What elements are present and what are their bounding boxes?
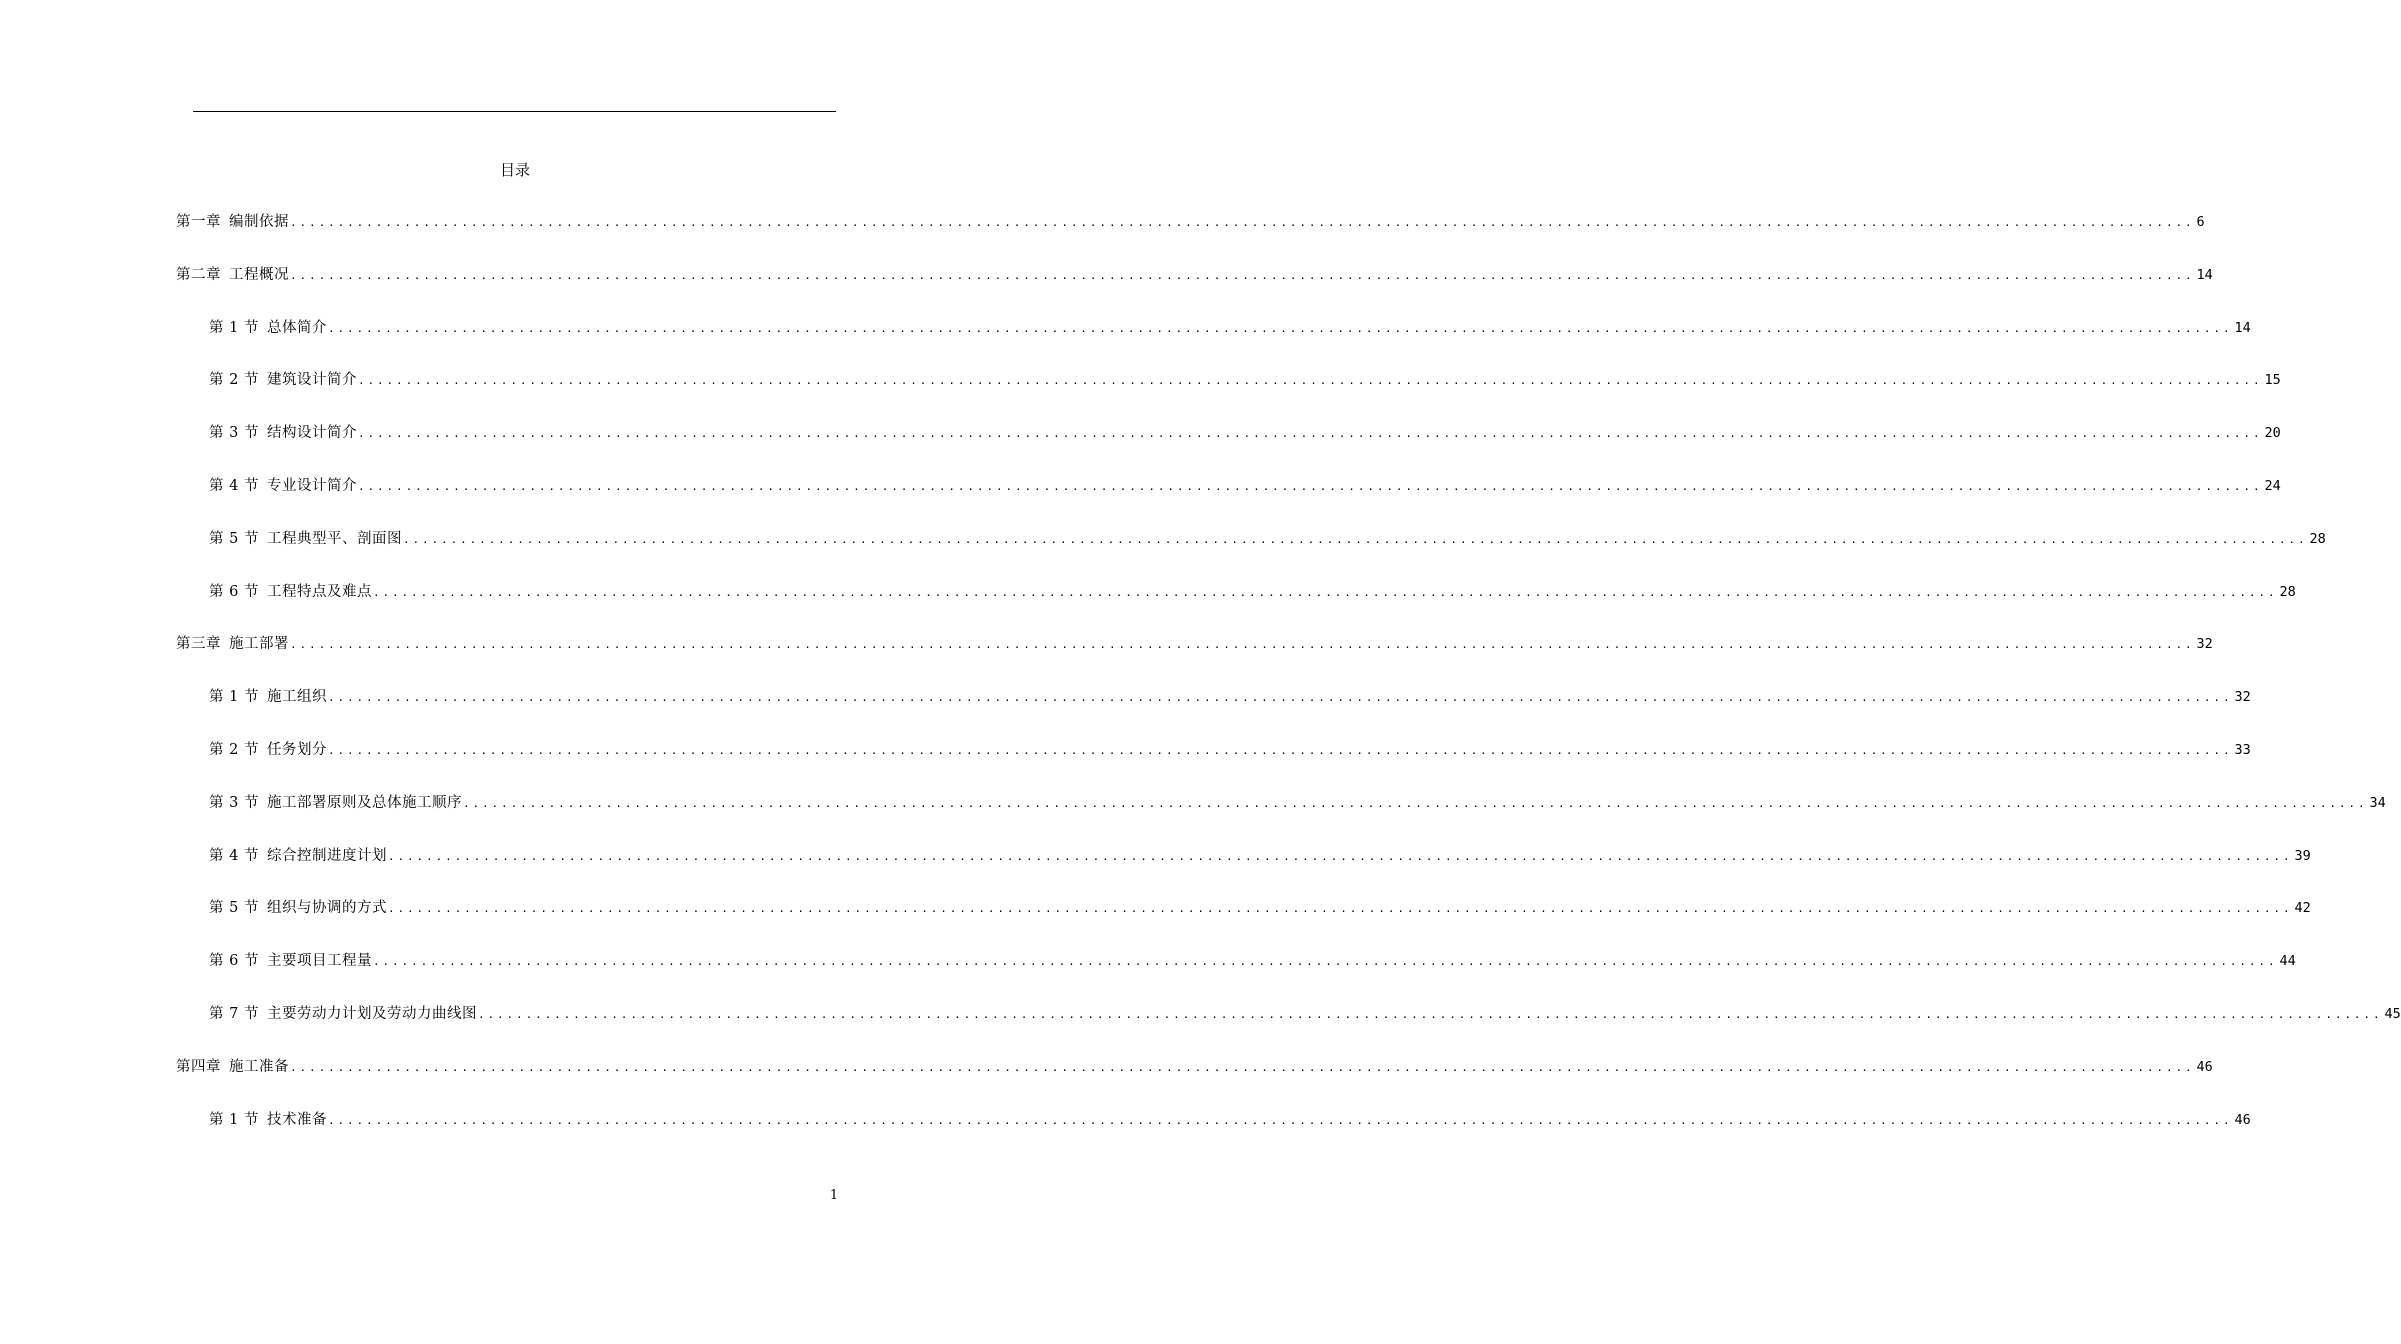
toc-entry-title: 工程典型平、剖面图	[266, 530, 402, 547]
toc-entry-title: 施工部署	[229, 636, 289, 653]
toc-entry-number: 第 2 节	[209, 372, 259, 389]
toc-entry-number: 第 3 节	[209, 425, 259, 442]
toc-dot-leader: ........................................................................................................................................................................................................	[387, 902, 2293, 916]
toc-section-entry[interactable]	[209, 317, 2251, 339]
toc-section-entry[interactable]	[209, 1003, 2401, 1025]
toc-section-entry[interactable]	[209, 581, 2296, 603]
toc-chapter-entry[interactable]	[176, 211, 2205, 233]
toc-entry-title: 施工部署原则及总体施工顺序	[266, 794, 462, 811]
toc-entry-title: 施工组织	[266, 689, 327, 706]
toc-title: 目录	[499, 161, 530, 179]
toc-entry-label	[209, 528, 402, 550]
toc-entry-number: 第 5 节	[209, 530, 259, 547]
toc-entry-title: 建筑设计简介	[266, 372, 357, 389]
toc-section-entry[interactable]	[209, 739, 2251, 761]
toc-entry-label	[176, 211, 289, 233]
toc-entry-number: 第 1 节	[209, 1111, 259, 1128]
toc-entry-number: 第 6 节	[209, 953, 259, 970]
toc-dot-leader: ........................................................................................................................................................................................................	[357, 480, 2263, 493]
toc-entry-label	[209, 845, 387, 867]
toc-dot-leader: ........................................................................................................................................................................................................	[327, 1113, 2233, 1127]
toc-entry-page: 33	[2234, 742, 2251, 758]
toc-entry-label	[209, 897, 387, 919]
toc-chapter-entry[interactable]	[176, 264, 2213, 286]
toc-dot-leader: ........................................................................................................................................................................................................	[290, 268, 2195, 282]
toc-dot-leader: ........................................................................................................................................................................................................	[372, 585, 2278, 599]
toc-entry-page: 32	[2234, 689, 2251, 706]
toc-entry-title: 结构设计简介	[266, 425, 357, 442]
toc-dot-leader: ........................................................................................................................................................................................................	[290, 1060, 2195, 1074]
toc-entry-label	[209, 422, 357, 444]
toc-entry-page: 14	[2196, 266, 2213, 283]
toc-dot-leader: ........................................................................................................................................................................................................	[372, 955, 2278, 969]
toc-entry-page: 6	[2196, 214, 2205, 230]
toc-entry-label	[209, 1109, 327, 1131]
toc-dot-leader: ........................................................................................................................................................................................................	[327, 321, 2233, 335]
toc-entry-page: 46	[2196, 1058, 2213, 1075]
toc-entry-label	[209, 739, 327, 761]
toc-entry-title: 工程特点及难点	[266, 583, 372, 600]
toc-dot-leader: ........................................................................................................................................................................................................	[327, 691, 2233, 705]
toc-chapter-entry[interactable]	[176, 633, 2213, 655]
toc-dot-leader: ........................................................................................................................................................................................................	[290, 216, 2195, 229]
toc-entry-number: 第 1 节	[209, 689, 259, 706]
toc-entry-title: 编制依据	[229, 214, 289, 230]
toc-entry-label	[209, 317, 327, 339]
toc-chapter-entry[interactable]	[176, 1056, 2213, 1078]
toc-section-entry[interactable]	[209, 475, 2281, 497]
toc-entry-title: 组织与协调的方式	[266, 900, 387, 917]
toc-section-entry[interactable]	[209, 792, 2386, 814]
toc-entry-number: 第三章	[176, 636, 221, 653]
toc-entry-number: 第 4 节	[209, 847, 259, 864]
page-number: 1	[829, 1188, 839, 1203]
toc-dot-leader: ........................................................................................................................................................................................................	[327, 744, 2233, 757]
toc-entry-title: 技术准备	[266, 1111, 327, 1128]
toc-section-entry[interactable]	[209, 950, 2296, 972]
toc-entry-label	[209, 581, 372, 603]
toc-dot-leader: ........................................................................................................................................................................................................	[477, 1008, 2383, 1021]
toc-entry-number: 第一章	[176, 214, 221, 230]
toc-entry-page: 28	[2309, 530, 2326, 547]
toc-entry-number: 第 2 节	[209, 742, 259, 758]
toc-section-entry[interactable]	[209, 686, 2251, 708]
toc-section-entry[interactable]	[209, 369, 2281, 391]
toc-entry-page: 28	[2279, 583, 2296, 600]
toc-entry-label	[176, 264, 289, 286]
toc-entry-title: 专业设计简介	[266, 478, 357, 494]
toc-dot-leader: ........................................................................................................................................................................................................	[357, 427, 2263, 441]
toc-entry-number: 第 5 节	[209, 900, 259, 917]
toc-entry-label	[209, 792, 462, 814]
toc-entry-label	[209, 475, 357, 497]
toc-entry-number: 第 4 节	[209, 478, 259, 494]
toc-entry-label	[209, 950, 372, 972]
toc-entry-title: 施工准备	[229, 1058, 289, 1075]
toc-entry-page: 34	[2369, 794, 2386, 811]
toc-entry-page: 39	[2294, 847, 2311, 864]
toc-entry-title: 主要项目工程量	[266, 953, 372, 970]
toc-section-entry[interactable]	[209, 1109, 2251, 1131]
toc-entry-label	[176, 633, 289, 655]
toc-entry-number: 第四章	[176, 1058, 221, 1075]
toc-entry-number: 第 1 节	[209, 319, 259, 336]
toc-entry-page: 15	[2264, 372, 2281, 389]
toc-section-entry[interactable]	[209, 897, 2311, 919]
toc-section-entry[interactable]	[209, 422, 2281, 444]
toc-entry-label	[209, 369, 357, 391]
toc-entry-number: 第 3 节	[209, 794, 259, 811]
toc-entry-label	[176, 1056, 289, 1078]
header-rule	[193, 111, 836, 112]
toc-entry-title: 工程概况	[229, 266, 289, 283]
toc-entry-page: 14	[2234, 319, 2251, 336]
toc-dot-leader: ........................................................................................................................................................................................................	[357, 374, 2263, 388]
toc-entry-page: 42	[2294, 900, 2311, 917]
toc-entry-page: 24	[2264, 478, 2281, 494]
toc-entry-page: 44	[2279, 953, 2296, 970]
toc-entry-page: 20	[2264, 425, 2281, 442]
toc-entry-number: 第 7 节	[209, 1006, 259, 1022]
toc-entry-number: 第二章	[176, 266, 221, 283]
toc-dot-leader: ........................................................................................................................................................................................................	[290, 638, 2195, 652]
toc-entry-number: 第 6 节	[209, 583, 259, 600]
toc-section-entry[interactable]	[209, 528, 2326, 550]
toc-dot-leader: ........................................................................................................................................................................................................	[402, 532, 2308, 546]
toc-dot-leader: ........................................................................................................................................................................................................	[462, 796, 2368, 810]
toc-entry-page: 45	[2384, 1006, 2401, 1022]
toc-entry-title: 任务划分	[266, 742, 327, 758]
toc-entry-label	[209, 1003, 477, 1025]
toc-entry-label	[209, 686, 327, 708]
toc-entry-title: 总体简介	[266, 319, 327, 336]
toc-section-entry[interactable]	[209, 845, 2311, 867]
toc-entry-title: 主要劳动力计划及劳动力曲线图	[266, 1006, 477, 1022]
toc-dot-leader: ........................................................................................................................................................................................................	[387, 849, 2293, 863]
toc-entry-page: 46	[2234, 1111, 2251, 1128]
toc-entry-page: 32	[2196, 636, 2213, 653]
toc-entry-title: 综合控制进度计划	[266, 847, 387, 864]
